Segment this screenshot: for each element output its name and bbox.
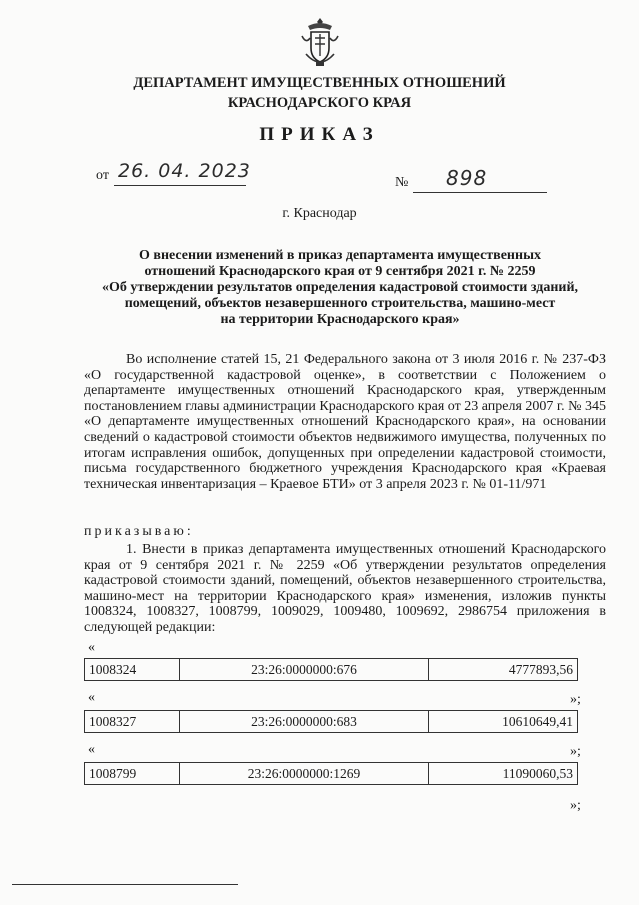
title-line: помещений, объектов незавершенного строительства, машино-мест [124, 296, 556, 311]
open-quote: « [88, 690, 95, 705]
row-number: 1008324 [85, 659, 180, 681]
title-line: «Об утверждении результатов определения кадастровой стоимости зданий, [101, 280, 579, 295]
close-quote: »; [570, 798, 581, 813]
order-title [80, 248, 600, 328]
title-line: О внесении изменений в приказ департамента имущественных [139, 248, 541, 263]
table-row [84, 658, 578, 681]
table-row [84, 762, 578, 785]
preamble-paragraph: Во исполнение статей 15, 21 Федерального закона от 3 июля 2016 г. № 237-ФЗ «О государственной кадастровой оценке», в соответствии с Положением о департаменте имущественных отношений Краснодарского края, утвержденным постановлением главы администрации Краснодарского края от 23 апреля 2007 г. № 345 «О департаменте имущественных отношений Краснодарского края», на основании сведений о кадастровой стоимости объектов недвижимого имущества, полученных по итогам исправления ошибок, допущенных при определении кадастровой стоимости, письма государственного бюджетного учреждения Краснодарского края «Краевая техническая инвентаризация – Краевое БТИ» от 3 апреля 2023 г. № 01-11/971 [84, 352, 606, 492]
coat-of-arms-icon [298, 14, 342, 68]
number-value: 898 [446, 166, 488, 190]
department-name-line2: КРАСНОДАРСКОГО КРАЯ [227, 95, 412, 111]
title-line: отношений Краснодарского края от 9 сентября 2021 г. № 2259 [144, 264, 536, 279]
row-number: 1008799 [85, 763, 180, 785]
row-number: 1008327 [85, 711, 180, 733]
date-prefix: от [96, 168, 109, 183]
table-row [84, 710, 578, 733]
number-prefix: № [395, 175, 409, 190]
close-quote: »; [570, 692, 581, 707]
date-underline [114, 185, 246, 186]
item-1-paragraph: 1. Внести в приказ департамента имущественных отношений Краснодарского края от 9 сентября 2021 г. № 2259 «Об утверждении результатов определения кадастровой стоимости зданий, помещений, объектов незавершенного строительства, машино-мест на территории Краснодарского края» изменения, изложив пункты 1008324, 1008327, 1008799, 1009029, 1009480, 1009692, 2986754 приложения в следующей редакции: [84, 542, 606, 635]
cadastral-value: 10610649,41 [429, 711, 578, 733]
city: г. Краснодар [282, 206, 357, 221]
cadastral-value: 11090060,53 [429, 763, 578, 785]
cadastral-number: 23:26:0000000:1269 [180, 763, 429, 785]
cadastral-number: 23:26:0000000:676 [180, 659, 429, 681]
department-name-line1: ДЕПАРТАМЕНТ ИМУЩЕСТВЕННЫХ ОТНОШЕНИЙ [133, 75, 506, 91]
number-underline [413, 192, 547, 193]
footer-divider [12, 884, 238, 885]
title-line: на территории Краснодарского края» [220, 312, 460, 327]
order-word: приказываю: [84, 524, 194, 539]
cadastral-value: 4777893,56 [429, 659, 578, 681]
open-quote: « [88, 640, 95, 655]
document-type: ПРИКАЗ [259, 124, 380, 145]
cadastral-number: 23:26:0000000:683 [180, 711, 429, 733]
open-quote: « [88, 742, 95, 757]
date-value: 26. 04. 2023 [118, 160, 251, 182]
close-quote: »; [570, 744, 581, 759]
